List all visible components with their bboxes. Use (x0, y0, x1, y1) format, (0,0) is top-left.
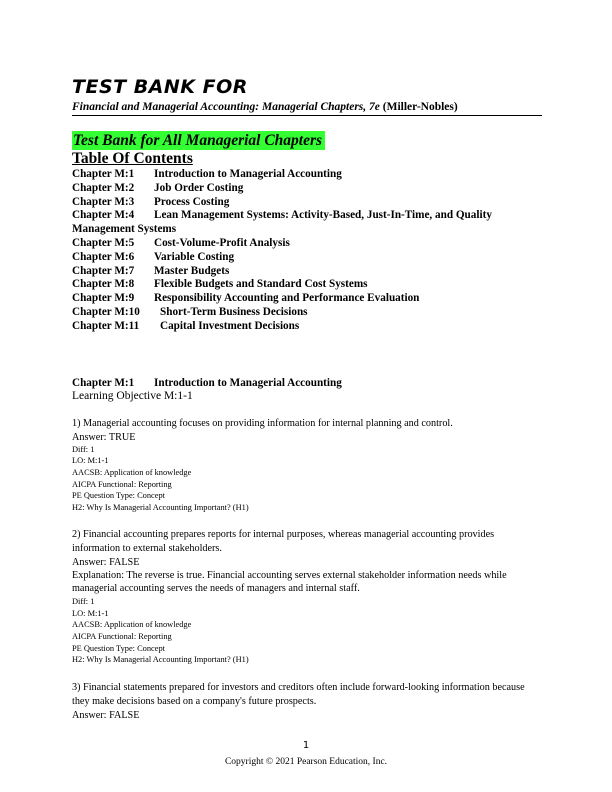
toc-item-number: Chapter M:6 (72, 250, 135, 263)
toc-item-number: Chapter M:11 (72, 319, 140, 332)
question-h2: H2: Why Is Managerial Accounting Important? (H1) (72, 655, 249, 665)
toc-item (72, 292, 542, 306)
copyright-notice: Copyright © 2021 Pearson Education, Inc. (224, 757, 388, 767)
toc-item (72, 237, 542, 251)
toc-item-title: Short-Term Business Decisions (160, 305, 308, 318)
question-aicpa: AICPA Functional: Reporting (72, 631, 172, 641)
book-subtitle (72, 100, 458, 114)
toc-item (72, 265, 542, 279)
question-difficulty: Diff: 1 (72, 597, 95, 607)
question-type: PE Question Type: Concept (72, 643, 166, 653)
question-answer: Answer: TRUE (72, 431, 136, 443)
toc-item (72, 320, 542, 334)
question-aicpa: AICPA Functional: Reporting (72, 479, 172, 489)
toc-item-title: Process Costing (154, 195, 230, 208)
question-h2: H2: Why Is Managerial Accounting Important? (H1) (72, 502, 249, 512)
toc-item (72, 196, 542, 210)
toc-item-number: Chapter M:3 (72, 195, 135, 208)
toc-item-title: Introduction to Managerial Accounting (154, 168, 342, 180)
toc-item-number: Chapter M:10 (72, 305, 140, 318)
toc-item-title: Flexible Budgets and Standard Cost Systems (154, 278, 368, 291)
toc-item-title: Capital Investment Decisions (160, 319, 300, 332)
question-item (72, 528, 542, 666)
toc-item (72, 278, 542, 292)
toc-item (72, 182, 542, 196)
toc-item-number: Chapter M:4 (72, 209, 135, 222)
question-answer: Answer: FALSE (72, 556, 140, 568)
question-type: PE Question Type: Concept (72, 491, 166, 501)
chapter-number: Chapter M:1 (72, 377, 135, 389)
toc-item-title: Responsibility Accounting and Performance Evaluation (154, 292, 420, 305)
toc-item (72, 168, 542, 182)
question-aacsb: AACSB: Application of knowledge (72, 620, 192, 630)
toc-item-title: Lean Management Systems: Activity-Based, Just-In-Time, and Quality (154, 209, 492, 222)
book-title: Financial and Managerial Accounting: Managerial Chapters, 7e (72, 101, 380, 113)
test-bank-heading: TEST BANK FOR (72, 76, 248, 98)
toc-item (72, 251, 542, 265)
learning-objective-heading: Learning Objective M:1-1 (72, 390, 193, 402)
question-aacsb: AACSB: Application of knowledge (72, 467, 192, 477)
toc-item-title: Job Order Costing (154, 181, 244, 194)
question-answer: Answer: FALSE (72, 709, 140, 721)
toc-item-number: Chapter M:5 (72, 236, 135, 249)
book-authors: (Miller-Nobles) (379, 101, 458, 113)
question-item (72, 417, 542, 513)
question-stem: 3) Financial statements prepared for investors and creditors often include forward-looking information because they make decisions based on a company's future prospects. (72, 682, 525, 707)
question-stem: 2) Financial accounting prepares reports for internal purposes, whereas managerial accounting provides information to external stakeholders. (72, 529, 495, 554)
question-lo: LO: M:1-1 (72, 456, 109, 466)
toc-item-number: Chapter M:9 (72, 292, 135, 305)
toc-item (72, 209, 542, 223)
question-lo: LO: M:1-1 (72, 608, 109, 618)
toc-item-number: Chapter M:1 (72, 168, 135, 180)
question-stem: 1) Managerial accounting focuses on providing information for internal planning and control. (72, 418, 453, 429)
toc-title: Table Of Contents (72, 150, 193, 167)
question-difficulty: Diff: 1 (72, 444, 95, 454)
highlighted-heading: Test Bank for All Managerial Chapters (72, 131, 325, 150)
toc-item-continuation: Management Systems (72, 223, 177, 236)
chapter-title: Introduction to Managerial Accounting (154, 377, 342, 389)
toc-item-title: Master Budgets (154, 264, 230, 277)
toc-item-number: Chapter M:7 (72, 264, 135, 277)
toc-item-title: Variable Costing (154, 250, 235, 263)
question-explanation: Explanation: The reverse is true. Financial accounting serves external stakeholder information needs while managerial accounting serves the needs of managers and internal staff. (72, 569, 507, 595)
chapter-heading (72, 376, 342, 390)
toc-item (72, 306, 542, 320)
toc-item-number: Chapter M:2 (72, 181, 135, 194)
toc-item-title: Cost-Volume-Profit Analysis (154, 236, 290, 249)
toc-item-number: Chapter M:8 (72, 278, 135, 291)
page-number: 1 (302, 740, 310, 751)
table-of-contents (72, 168, 542, 334)
question-item (72, 681, 542, 722)
header-divider (72, 115, 542, 116)
